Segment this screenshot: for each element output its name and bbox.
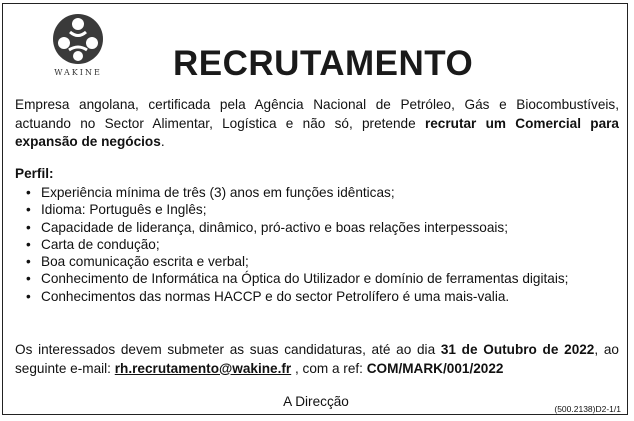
reference-code: COM/MARK/001/2022 [366,360,504,376]
intro-end: . [160,134,165,149]
list-item-text: Carta de condução; [41,236,160,252]
email-link[interactable]: rh.recrutamento@wakine.fr [114,360,292,376]
bullet-icon: • [26,219,31,235]
wakine-logo-icon [51,12,105,66]
list-item [15,201,619,218]
list-item-text: Capacidade de liderança, dinâmico, pró-activo e boas relações interpessoais; [41,219,508,235]
list-item [15,219,619,236]
list-item [15,236,619,253]
intro-text: Empresa angolana, certificada pela Agência Nacional de Petróleo, Gás e Biocombustíveis, actuando no Sector Alimentar, Logística e não só, pretende [15,97,619,131]
list-item-text: Conhecimento de Informática na Óptica do Utilizador e domínio de ferramentas digitais; [41,271,569,287]
advertisement-frame [2,3,628,415]
list-item [15,270,619,287]
closing-text-2: , ao seguinte e-mail: [15,342,619,376]
bullet-icon: • [26,288,31,304]
wakine-logo [43,12,113,78]
bullet-icon: • [26,185,31,200]
closing-paragraph [15,341,619,378]
intro-paragraph [15,96,619,152]
list-item [15,288,619,305]
footer-reference: (500.2138)D2-1/1 [554,404,621,414]
list-item-text: Conhecimentos das normas HACCP e do sector Petrolífero é uma mais-valia. [41,288,510,304]
list-item [15,253,619,270]
deadline-date: 31 de Outubro de 2022 [440,342,595,357]
profile-list [15,184,619,305]
bullet-icon: • [26,254,31,270]
closing-text-3: , com a ref: [291,360,367,376]
bullet-icon: • [26,271,31,287]
list-item-text: Boa comunicação escrita e verbal; [41,254,249,270]
bullet-icon: • [26,202,31,218]
closing-text-1: Os interessados devem submeter as suas candidaturas, até ao dia [15,342,441,357]
page-title: RECRUTAMENTO [173,44,474,83]
list-item [15,184,619,201]
signature: A Direcção [283,394,349,409]
logo-text: WAKINE [54,68,102,77]
list-item-text: Idioma: Português e Inglês; [41,202,207,218]
list-item-text: Experiência mínima de três (3) anos em funções idênticas; [41,185,395,200]
bullet-icon: • [26,236,31,252]
profile-label: Perfil: [15,166,54,181]
intro-highlight: recrutar um Comercial para expansão de negócios [15,115,619,149]
